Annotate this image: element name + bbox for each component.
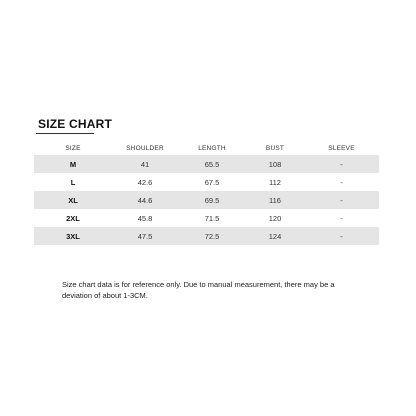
table-row <box>34 173 379 191</box>
reference-note: Size chart data is for reference only. Due to manual measurement, there may be a deviation of about 1-3CM. <box>62 280 335 300</box>
size-cell: 2XL <box>66 213 80 223</box>
title-underline <box>36 133 94 134</box>
shoulder-cell: 41 <box>140 159 150 169</box>
sleeve-cell: - <box>340 213 343 223</box>
table-row <box>34 209 379 227</box>
bust-cell: 124 <box>268 231 282 241</box>
shoulder-cell: 45.8 <box>137 213 153 223</box>
length-cell: 72.5 <box>204 231 220 241</box>
sleeve-cell: - <box>340 195 343 205</box>
table-row <box>34 227 379 245</box>
shoulder-cell: 44.6 <box>137 195 153 205</box>
size-cell: XL <box>68 195 78 205</box>
size-cell: M <box>69 159 77 169</box>
sleeve-cell: - <box>340 159 343 169</box>
header-length: LENGTH <box>198 144 226 152</box>
table-row <box>34 191 379 209</box>
length-cell: 67.5 <box>204 177 220 187</box>
length-cell: 69.5 <box>204 195 220 205</box>
bust-cell: 116 <box>269 195 281 205</box>
bust-cell: 112 <box>269 177 281 187</box>
table-header-row <box>34 141 379 155</box>
header-size: SIZE <box>65 144 81 152</box>
sleeve-cell: - <box>340 177 343 187</box>
bust-cell: 108 <box>268 159 282 169</box>
header-sleeve: SLEEVE <box>328 144 355 152</box>
size-cell: L <box>70 177 76 187</box>
header-shoulder: SHOULDER <box>126 144 164 152</box>
size-table <box>34 141 379 245</box>
table-row <box>34 155 379 173</box>
sleeve-cell: - <box>340 231 343 241</box>
header-bust: BUST <box>265 144 285 152</box>
size-chart-title: SIZE CHART <box>38 117 112 131</box>
length-cell: 71.5 <box>204 213 220 223</box>
shoulder-cell: 47.5 <box>137 231 153 241</box>
size-cell: 3XL <box>66 231 80 241</box>
bust-cell: 120 <box>268 213 282 223</box>
length-cell: 65.5 <box>204 159 220 169</box>
shoulder-cell: 42.6 <box>137 177 153 187</box>
